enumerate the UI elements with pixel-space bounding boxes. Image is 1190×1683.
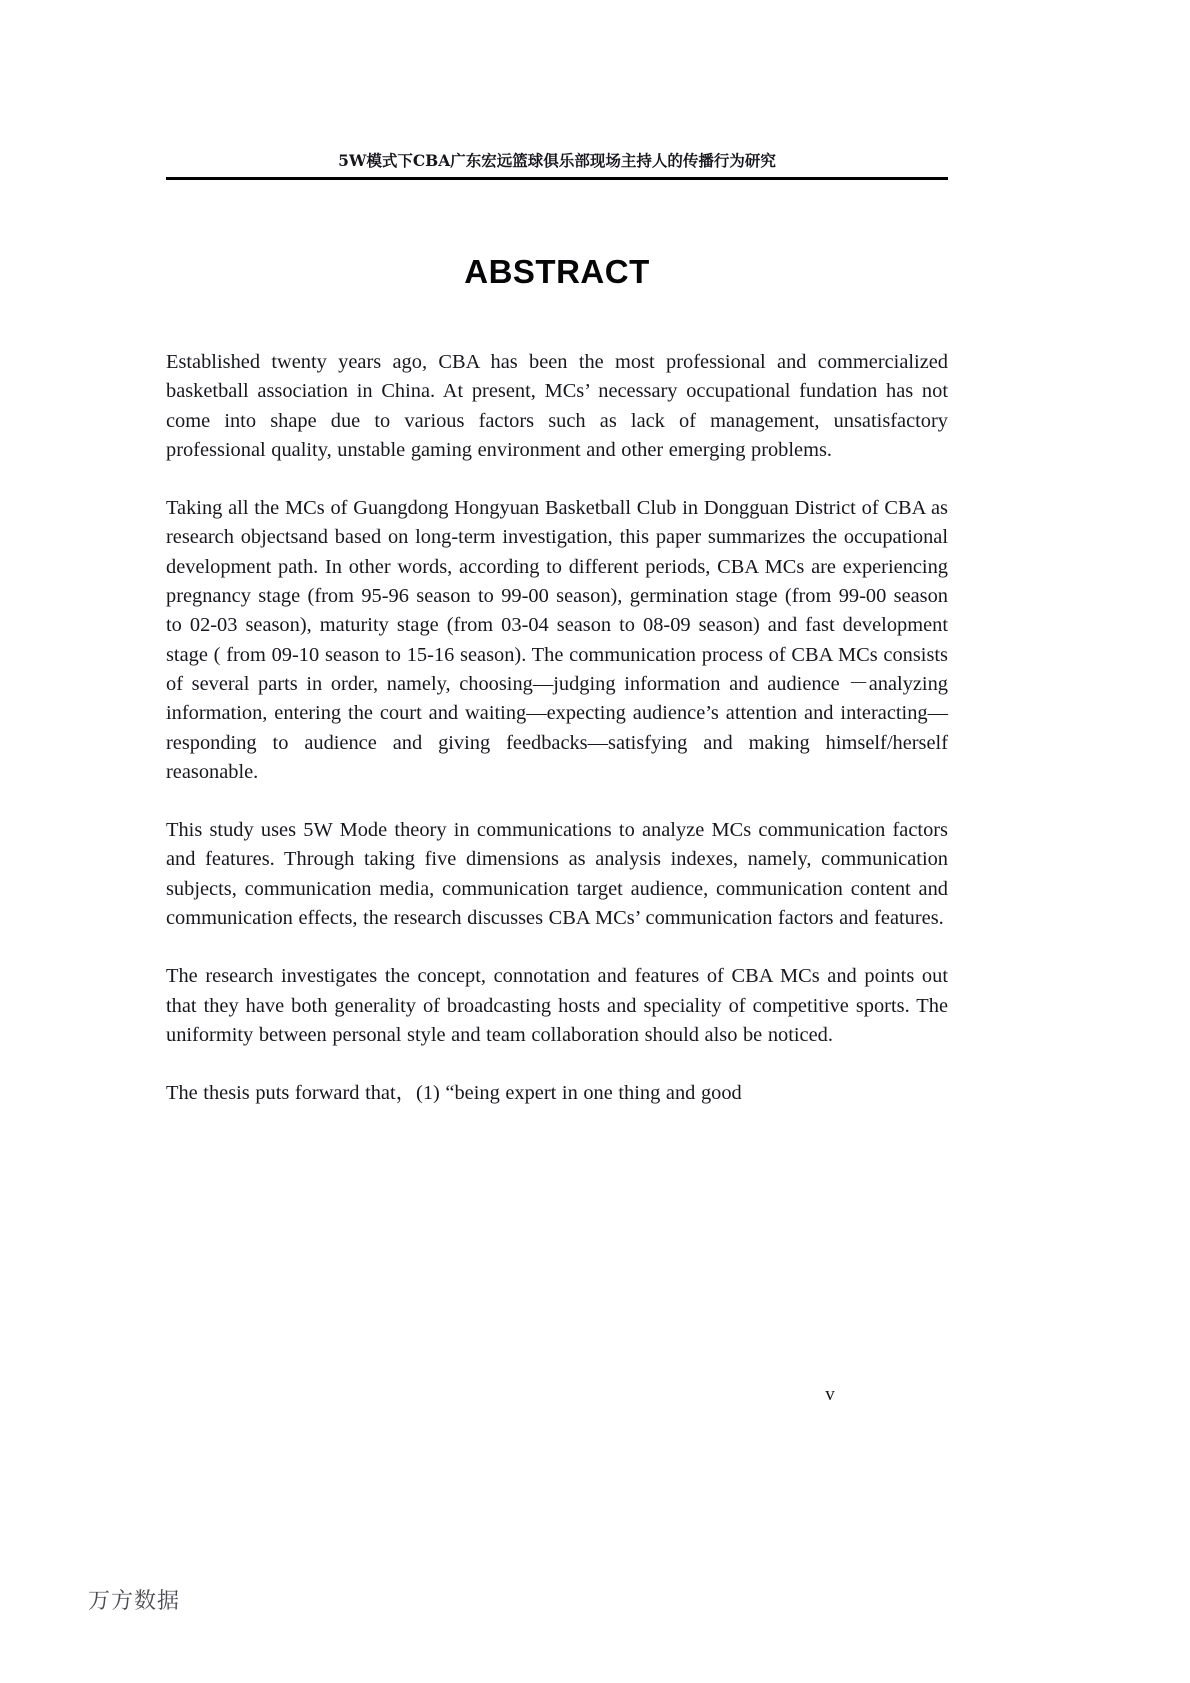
paragraph: Established twenty years ago, CBA has been the most professional and commercialized basketball association in China. At present, MCs’ necessary occupational fundation has not come into shape due to various factors such as lack of management, unsatisfactory professional quality, unstable gaming environment and other emerging problems. xyxy=(166,351,948,461)
paragraph: The thesis puts forward that，(1) “being expert in one thing and good xyxy=(166,1082,742,1105)
paragraph: This study uses 5W Mode theory in communications to analyze MCs communication factors and features. Through taking five dimensions as analysis indexes, namely, communication subjects, communication media, communication target audience, communication content and communication effects, the research discusses CBA MCs’ communication factors and features. xyxy=(166,819,948,930)
abstract-body xyxy=(166,348,948,1109)
page-number xyxy=(166,1384,948,1406)
header-divider-rule xyxy=(166,177,948,180)
running-header xyxy=(166,152,948,188)
page-number-value: v xyxy=(825,1384,835,1405)
paragraph: Taking all the MCs of Guangdong Hongyuan Basketball Club in Dongguan District of CBA as research objectsand based on long-term investigation, this paper summarizes the occupational development path. In other words, according to different periods, CBA MCs are experiencing pregnancy stage (from 95-96 season to 99-00 season), germination stage (from 99-00 season to 02-03 season), maturity stage (from 03-04 season to 08-09 season) and fast development stage ( from 09-10 season to 15-16 season). The communication process of CBA MCs consists of several parts in order, namely, choosing—judging information and audience －analyzing information, entering the court and waiting—expecting audience’s attention and interacting—responding to audience and giving feedbacks—satisfying and making himself/herself reasonable. xyxy=(166,497,948,783)
running-header-title: 5W模式下CBA广东宏远篮球俱乐部现场主持人的传播行为研究 xyxy=(338,151,776,170)
paragraph: The research investigates the concept, connotation and features of CBA MCs and points out that they have both generality of broadcasting hosts and speciality of competitive sports. The uniformity between personal style and team collaboration should also be noticed. xyxy=(166,965,948,1046)
watermark: 万方数据 xyxy=(88,1589,181,1614)
page-title: ABSTRACT xyxy=(464,253,650,290)
